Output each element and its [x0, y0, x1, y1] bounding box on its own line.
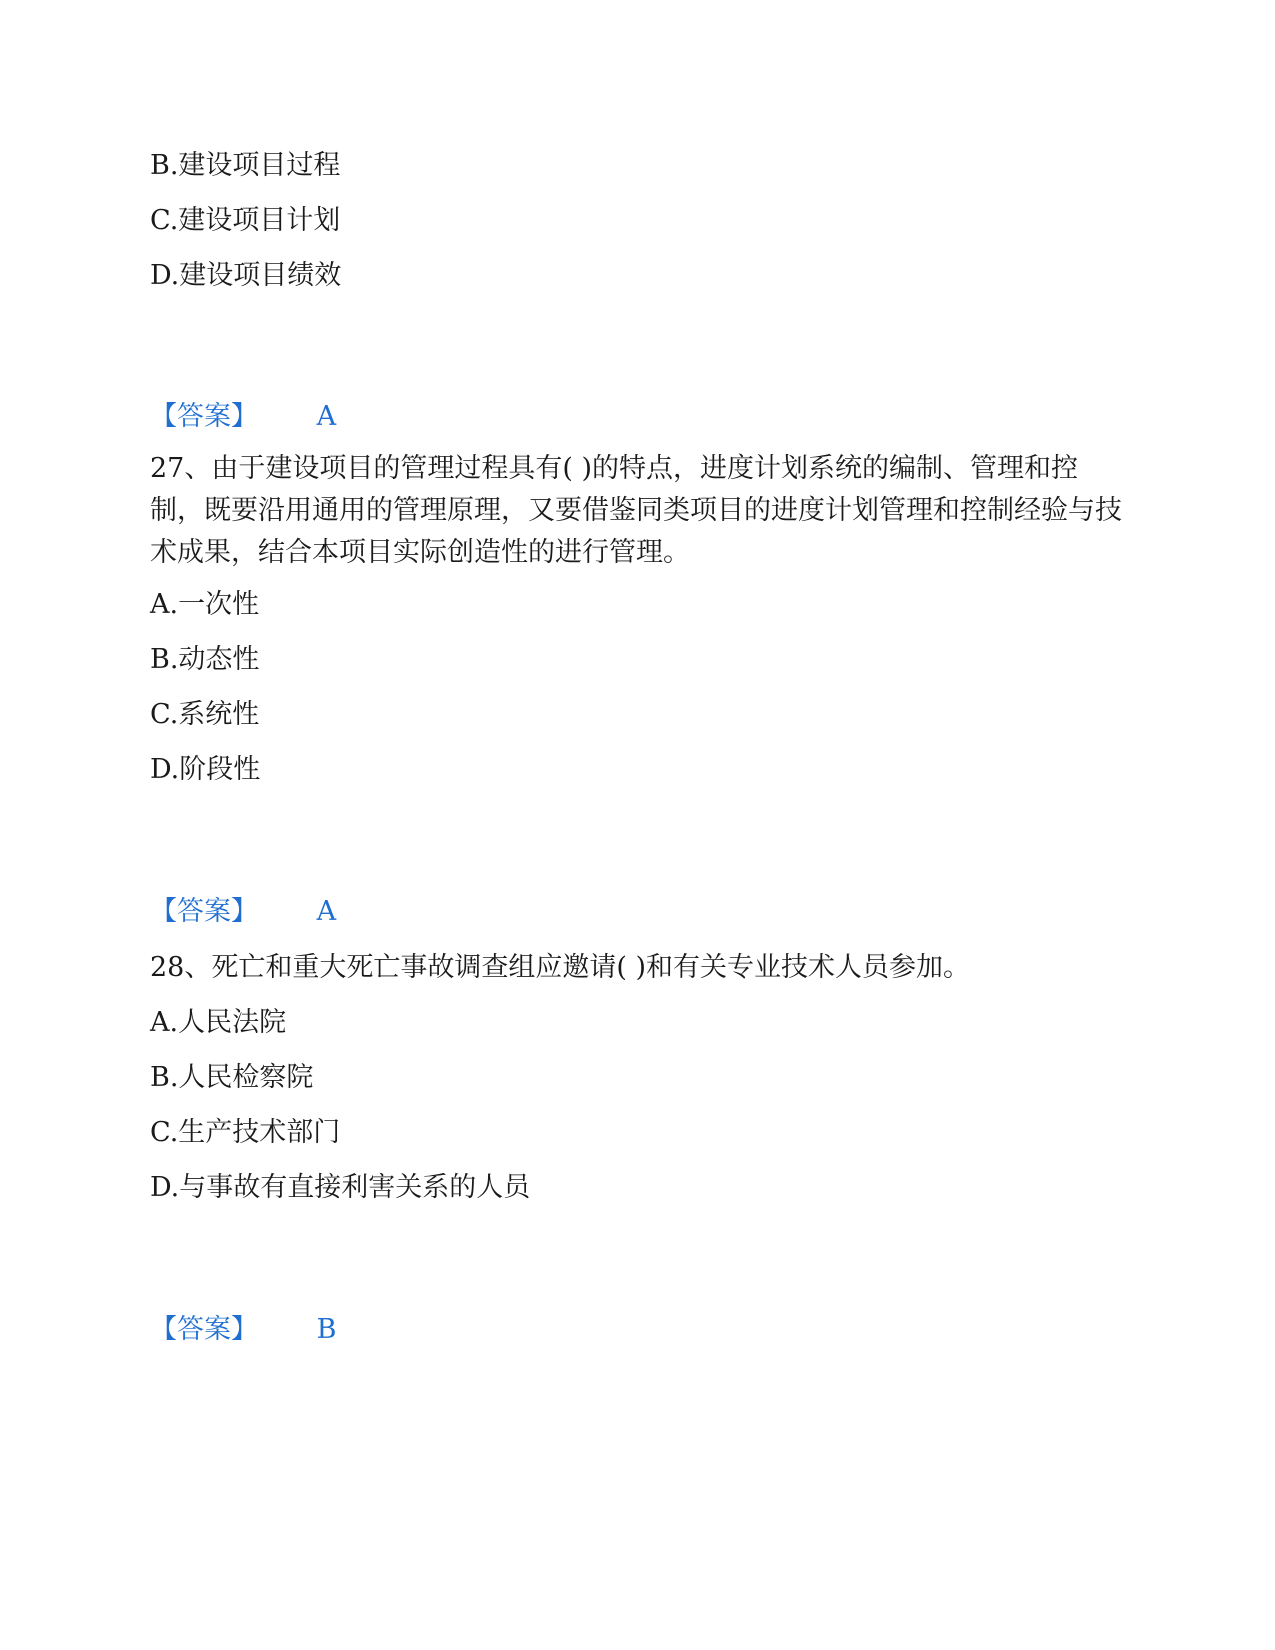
question-28-stem: 28、死亡和重大死亡事故调查组应邀请( )和有关专业技术人员参加。 — [150, 952, 971, 983]
question-28-answer-row — [150, 1310, 336, 1350]
option-d: D.建设项目绩效 — [150, 260, 342, 291]
question-28-option-a: A.人民法院 — [150, 1007, 287, 1038]
answer-label: 【答案】 — [150, 1314, 258, 1345]
answer-label: 【答案】 — [150, 401, 258, 432]
question-28-option-d: D.与事故有直接利害关系的人员 — [150, 1172, 531, 1203]
option-b: B.建设项目过程 — [150, 150, 341, 181]
answer-value: A — [316, 896, 337, 927]
question-27-stem: 27、由于建设项目的管理过程具有( )的特点，进度计划系统的编制、管理和控制，既要沿用通用的管理原理，又要借鉴同类项目的进度计划管理和控制经验与技术成果，结合本项目实际创造性的进行管理。 — [150, 453, 1122, 568]
question-28-option-b: B.人民检察院 — [150, 1062, 314, 1093]
option-c: C.建设项目计划 — [150, 205, 341, 236]
answer-row — [150, 397, 336, 437]
question-28-option-c: C.生产技术部门 — [150, 1117, 341, 1148]
question-27-option-c: C.系统性 — [150, 699, 260, 730]
question-27-option-b: B.动态性 — [150, 644, 260, 675]
question-27-answer-row — [150, 892, 336, 932]
answer-value: B — [316, 1314, 337, 1345]
question-27-option-a: A.一次性 — [150, 589, 260, 620]
answer-value: A — [316, 401, 337, 432]
question-27-option-d: D.阶段性 — [150, 754, 261, 785]
answer-label: 【答案】 — [150, 896, 258, 927]
